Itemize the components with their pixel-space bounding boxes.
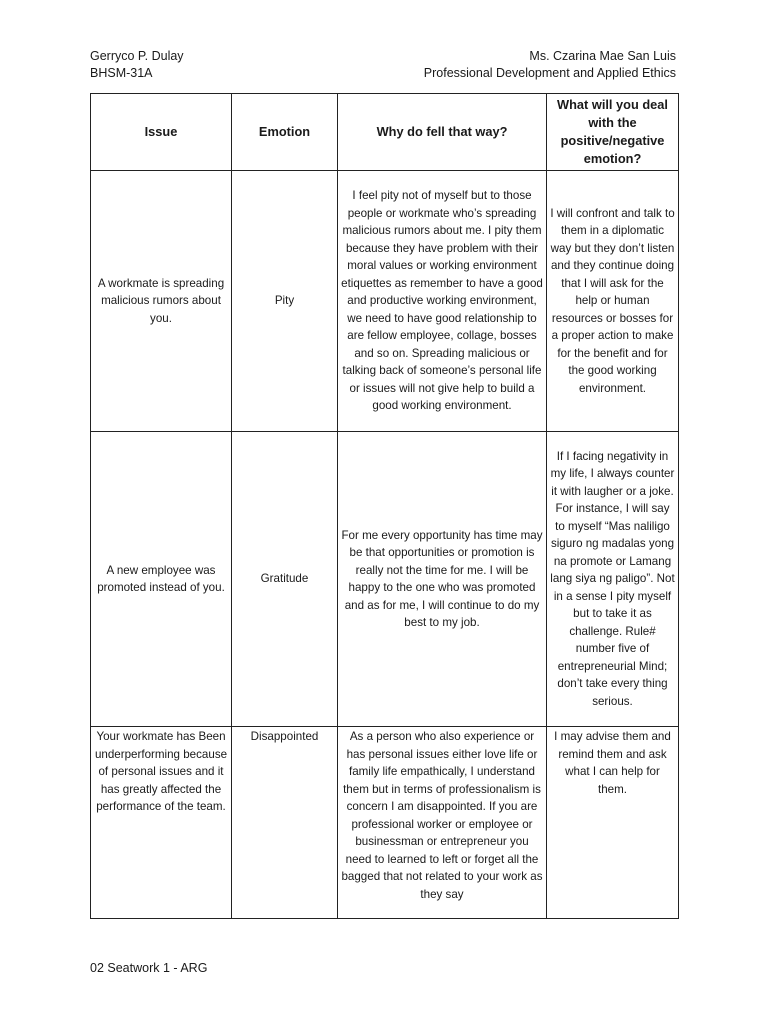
deal-cell: I may advise them and remind them and ask what I can help for them. — [547, 727, 679, 919]
header-left — [90, 48, 184, 82]
deal-cell: If I facing negativity in my life, I always counter it with laugher or a joke. For instance, I will say to myself “Mas naliligo siguro ng madalas yong na promote or Lamang lang siya ng paligo”. Not in a sense I pity myself but to take it as challenge. Rule# number five of entrepreneurial Mind; don’t take every thing serious. — [547, 432, 679, 727]
column-header-issue: Issue — [91, 94, 232, 171]
emotion-cell: Gratitude — [232, 432, 338, 727]
table-row — [91, 432, 679, 727]
column-header-deal: What will you deal with the positive/negative emotion? — [547, 94, 679, 171]
student-section: BHSM-31A — [90, 66, 153, 80]
emotion-cell: Pity — [232, 171, 338, 432]
table-header-row — [91, 94, 679, 171]
emotion-cell: Disappointed — [232, 727, 338, 919]
table-row — [91, 171, 679, 432]
why-cell-container — [338, 727, 547, 919]
column-header-emotion: Emotion — [232, 94, 338, 171]
issue-cell: A workmate is spreading malicious rumors about you. — [91, 171, 232, 432]
why-cell: As a person who also experience or has personal issues either love life or family life empathically, I understand them but in terms of professionalism is concern I am disappointed. If you are professional worker or employee or businessman or entrepreneur you need to learned to left or forget all the bagged that not related to your work as they say — [341, 730, 543, 901]
footer-label: 02 Seatwork 1 - ARG — [90, 961, 208, 975]
issue-cell: A new employee was promoted instead of you. — [91, 432, 232, 727]
why-cell: For me every opportunity has time may be that opportunities or promotion is really not the time for me. I will be happy to the one who was promoted and as for me, I will continue to do my best to my job. — [338, 432, 547, 727]
deal-cell: I will confront and talk to them in a diplomatic way but they don’t listen and they continue doing that I will ask for the help or human resources or bosses for a proper action to make for the benefit and for the good working environment. — [547, 171, 679, 432]
table-row — [91, 727, 679, 919]
column-header-why: Why do fell that way? — [338, 94, 547, 171]
emotion-table — [90, 93, 679, 919]
course-title: Professional Development and Applied Ethics — [423, 66, 676, 80]
why-cell: I feel pity not of myself but to those people or workmate who’s spreading malicious rumors about me. I pity them because they have problem with their moral values or working environment etiquettes as remember to have a good and productive working environment, we need to have good relationship to are fellow employee, collage, bosses and so on. Spreading malicious or talking back of someone’s personal life or issues will not give help to build a good working environment. — [338, 171, 547, 432]
instructor-name: Ms. Czarina Mae San Luis — [529, 49, 676, 63]
student-name: Gerryco P. Dulay — [90, 49, 184, 63]
issue-cell: Your workmate has Been underperforming because of personal issues and it has greatly affected the performance of the team. — [91, 727, 232, 919]
header-right — [424, 48, 676, 82]
